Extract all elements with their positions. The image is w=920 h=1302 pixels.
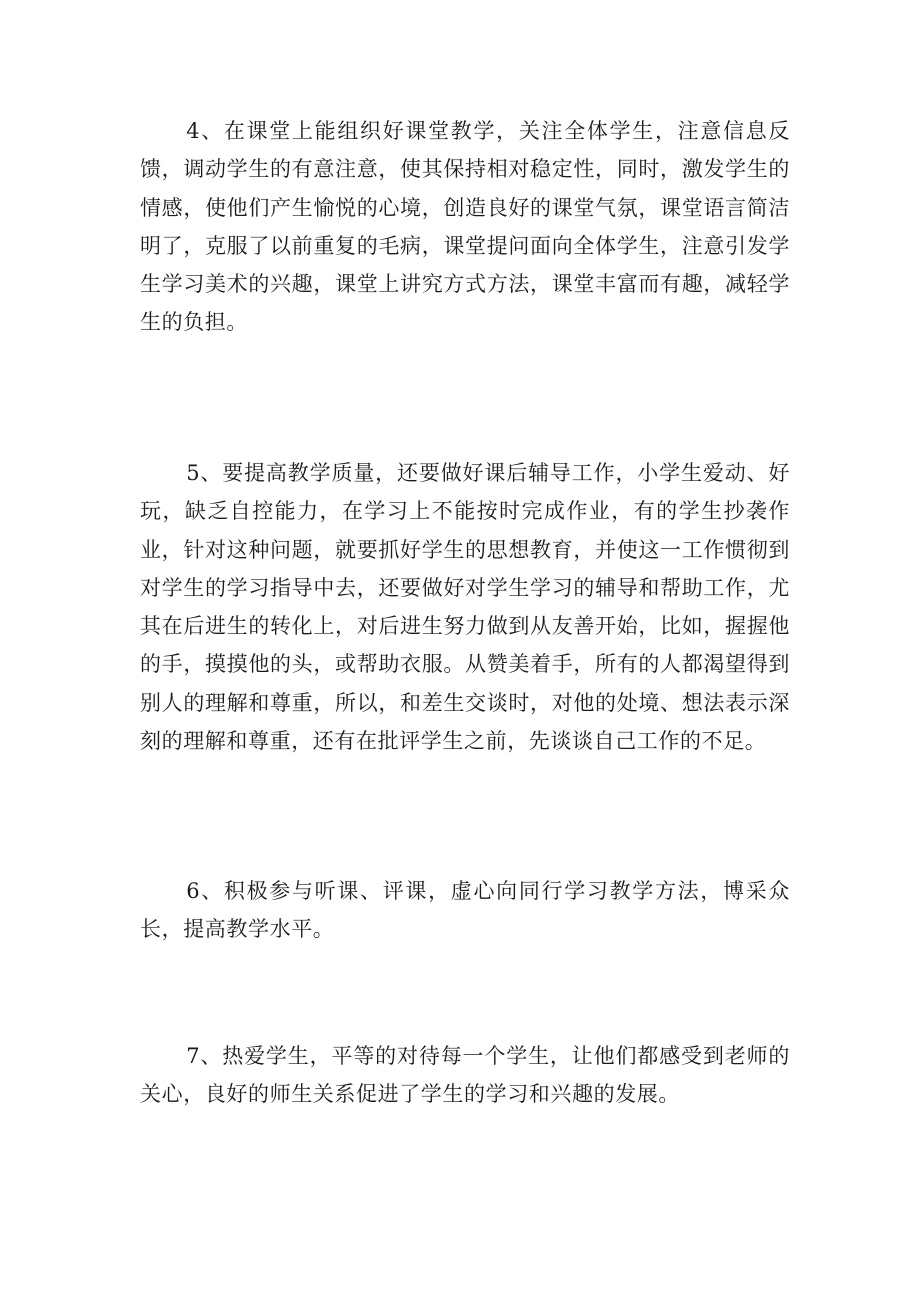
paragraph-item-6: 6、积极参与听课、评课，虚心向同行学习教学方法，博采众长，提高教学水平。 (140, 879, 790, 942)
paragraph-item-7: 7、热爱学生，平等的对待每一个学生，让他们都感受到老师的关心，良好的师生关系促进了学生的学习和兴趣的发展。 (140, 1044, 790, 1107)
paragraph-item-4: 4、在课堂上能组织好课堂教学，关注全体学生，注意信息反馈，调动学生的有意注意，使其保持相对稳定性，同时，激发学生的情感，使他们产生愉悦的心境，创造良好的课堂气氛，课堂语言简洁明了，克服了以前重复的毛病，课堂提问面向全体学生，注意引发学生学习美术的兴趣，课堂上讲究方式方法，课堂丰富而有趣，减轻学生的负担。 (140, 119, 790, 335)
paragraph-item-5: 5、要提高教学质量，还要做好课后辅导工作，小学生爱动、好玩，缺乏自控能力，在学习上不能按时完成作业，有的学生抄袭作业，针对这种问题，就要抓好学生的思想教育，并使这一工作惯彻到对学生的学习指导中去，还要做好对学生学习的辅导和帮助工作，尤其在后进生的转化上，对后进生努力做到从友善开始，比如，握握他的手，摸摸他的头，或帮助衣服。从赞美着手，所有的人都渴望得到别人的理解和尊重，所以，和差生交谈时，对他的处境、想法表示深刻的理解和尊重，还有在批评学生之前，先谈谈自己工作的不足。 (140, 461, 790, 754)
